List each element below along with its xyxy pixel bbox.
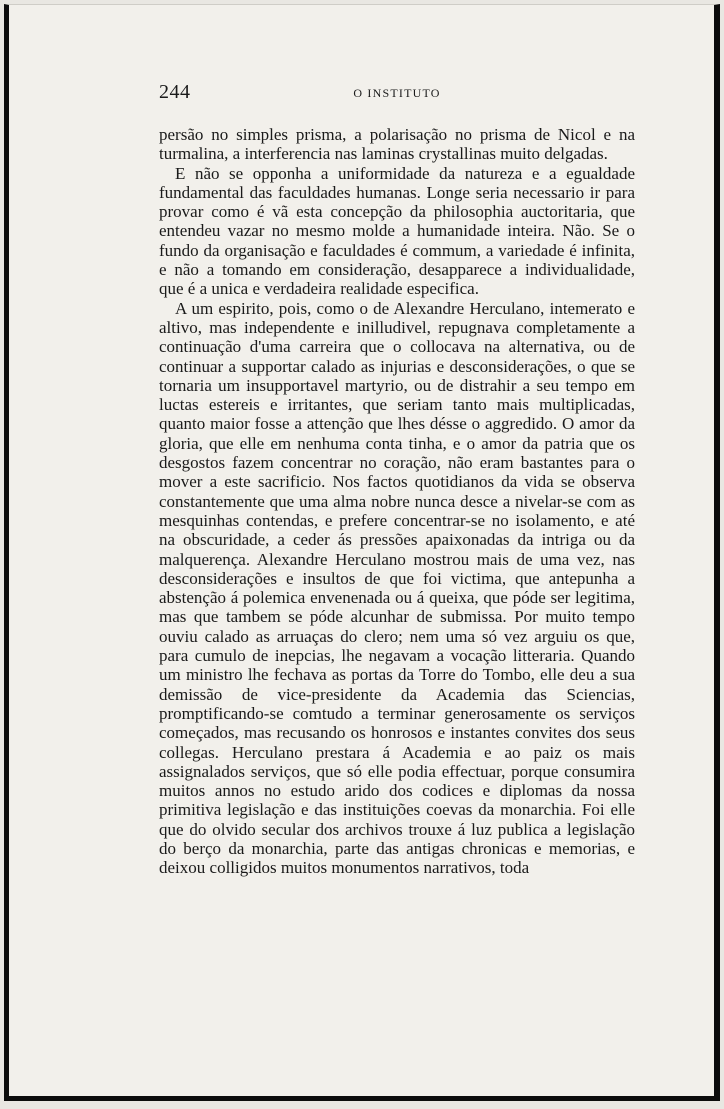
paragraph: E não se opponha a uniformidade da natureza e a egualdade fundamental das faculdades humanas. Longe seria necessario ir para provar como é vã esta concepção da philosophia auctoritaria, que entendeu vazar no mesmo molde a humanidade inteira. Não. Se o fundo da organisação e faculdades é commum, a variedade é infinita, e não a tomando em consideração, desapparece a individualidade, que é a unica e verdadeira realidade especifica. bbox=[159, 163, 635, 299]
paragraph: A um espirito, pois, como o de Alexandre Herculano, intemerato e altivo, mas independente e inilludivel, repugnava completamente a continuação d'uma carreira que o collocava na alternativa, ou de continuar a supportar calado as injurias e desconsiderações, o que se tornaria um insupportavel martyrio, ou de distrahir a seu tempo em luctas estereis e irritantes, que seriam tanto mais multiplicadas, quanto maior fosse a attenção que lhes désse o aggredido. O amor da gloria, que elle em nenhuma conta tinha, e o amor da patria que os desgostos fazem concentrar no coração, não eram bastantes para o mover a este sacrificio. Nos factos quotidianos da vida se observa constantemente que uma alma nobre nunca desce a nivelar-se com as mesquinhas contendas, e prefere concentrar-se no isolamento, e até na obscuridade, a ceder ás pressões apaixonadas da intriga ou da malquerença. Alexandre Herculano mostrou mais de uma vez, nas desconsiderações e insultos de que foi victima, que antepunha a abstenção á polemica envenenada ou á queixa, que póde ser legitima, mas que tambem se póde alcunhar de submissa. Por muito tempo ouviu calado as arruaças do clero; nem uma só vez arguiu os que, para cumulo de inepcias, lhe negavam a vocação litteraria. Quando um ministro lhe fechava as portas da Torre do Tombo, elle deu a sua demissão de vice-presidente da Academia das Sciencias, promptificando-se comtudo a terminar generosamente os serviços começados, mas recusando os honrosos e instantes convites dos seus collegas. Herculano prestara á Academia e ao paiz os mais assignalados serviços, que só elle podia effectuar, porque consumira muitos annos no estudo arido dos codices e diplomas da nossa primitiva legislação e das instituições coevas da monarchia. Foi elle que do olvido secular dos archivos trouxe á luz publica a legislação do berço da monarchia, parte das antigas chronicas e memorias, e deixou colligidos muitos monumentos narrativos, toda bbox=[159, 298, 635, 878]
paragraph: persão no simples prisma, a polarisação no prisma de Nicol e na turmalina, a interferencia nas laminas crystallinas muito delgadas. bbox=[159, 125, 635, 164]
body-text bbox=[159, 125, 635, 878]
running-title: O INSTITUTO bbox=[353, 86, 441, 100]
book-page bbox=[4, 4, 720, 1101]
page-number: 244 bbox=[159, 81, 191, 103]
page-header bbox=[159, 81, 635, 105]
